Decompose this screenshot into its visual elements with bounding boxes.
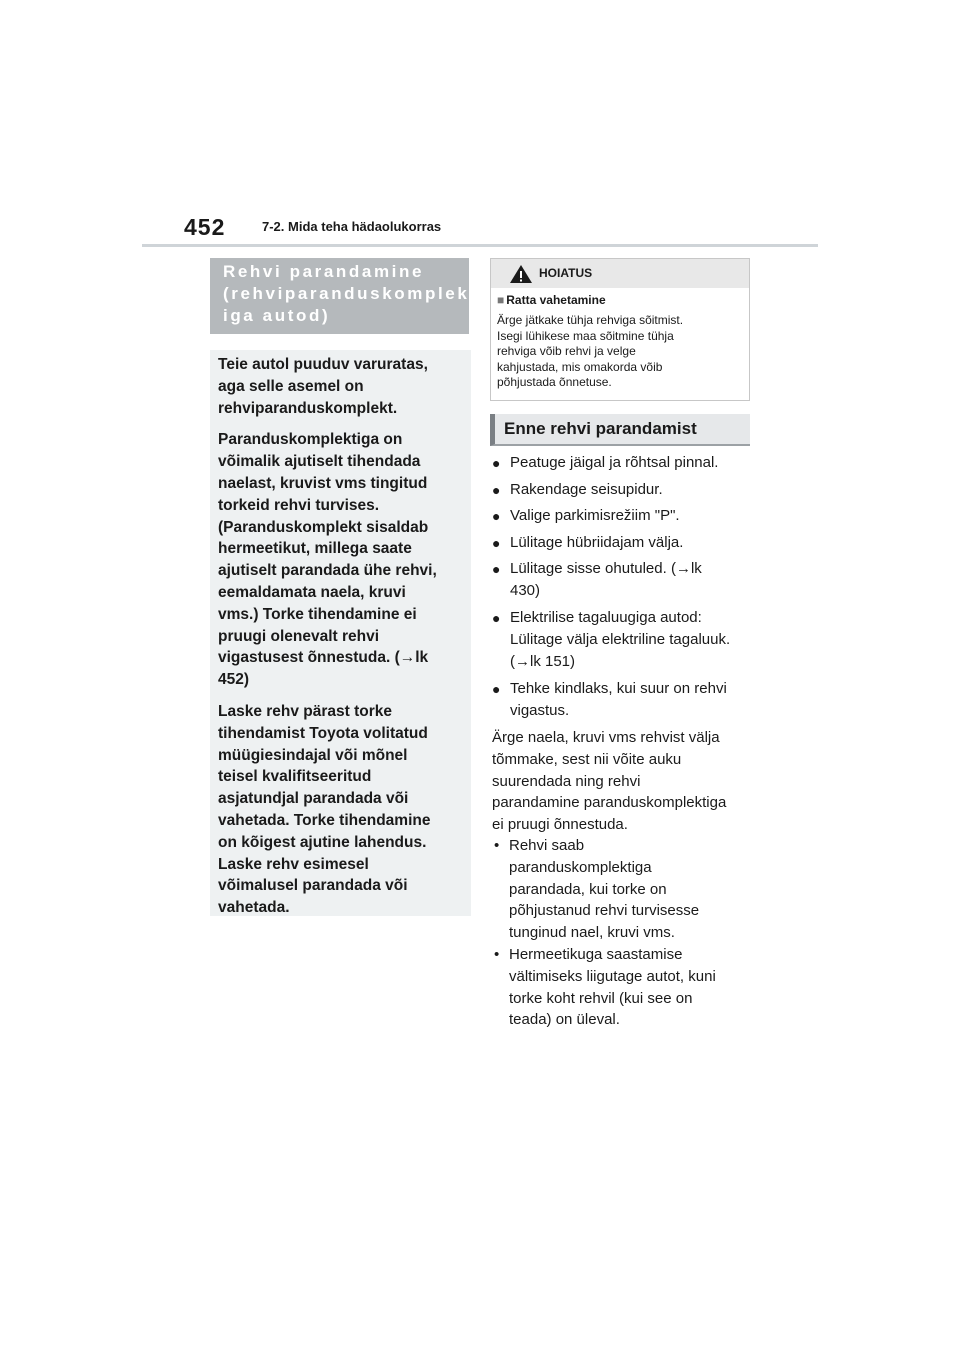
list-item <box>492 452 754 474</box>
sub-list-item-text: Rehvi saab paranduskomplektiga parandada, kui torke on põhjustanud rehvi turvisesse tunginud nael, kruvi vms. <box>509 837 700 942</box>
bullet-icon: ● <box>492 680 501 697</box>
square-bullet-icon: ■ <box>497 293 505 307</box>
bullet-list <box>492 452 754 726</box>
bullet-icon: ● <box>492 561 501 578</box>
left-section-heading-box <box>210 258 478 334</box>
left-paragraph: Laske rehv pärast torke tihendamist Toyota volitatud müügiesindajal või mõnel teisel kvalifitseeritud asjatundjal parandada või vahetada. Torke tihendamine on kõigest ajutine lahendus. Laske rehv esimesel võimalusel parandada või vahetada. <box>218 702 431 917</box>
warning-subtitle <box>497 293 606 307</box>
dot-bullet-icon: • <box>494 945 500 963</box>
sub-list-item-text: Hermeetikuga saastamise vältimiseks liigutage autot, kuni torke koht rehvil (kui see on teada) on üleval. <box>509 945 716 1029</box>
dot-bullet-icon: • <box>494 837 500 854</box>
sub-list-item <box>492 835 754 944</box>
section-title: 7-2. Mida teha hädaolukorras <box>262 219 442 234</box>
list-item <box>492 558 754 602</box>
warning-label: HOIATUS <box>539 266 593 280</box>
warning-box <box>490 258 750 401</box>
body-paragraph: Ärge naela, kruvi vms rehvist välja tõmmake, sest nii võite auku suurendada ning rehvi parandamine paranduskomplektiga ei pruugi õnnestuda. <box>492 729 727 834</box>
list-item <box>492 607 754 673</box>
warning-header <box>491 259 749 288</box>
list-item <box>492 479 754 501</box>
list-item-text: Valige parkimisrežiim "P". <box>510 507 680 525</box>
bullet-icon: ● <box>492 609 501 626</box>
list-item-text: Lülitage hübriidajam välja. <box>510 533 684 551</box>
list-item-text: Peatuge jäigal ja rõhtsal pinnal. <box>510 454 719 471</box>
warning-triangle-icon <box>509 264 533 284</box>
list-item-text: Rakendage seisupidur. <box>510 480 663 498</box>
list-item <box>492 678 754 722</box>
list-item-text: Lülitage sisse ohutuled. (→lk 430) <box>510 560 702 600</box>
list-item <box>492 532 754 554</box>
bullet-icon: ● <box>492 508 501 525</box>
list-item-text: Elektrilise tagaluugiga autod: Lülitage välja elektriline tagaluuk. (→lk 151) <box>510 608 731 670</box>
bullet-icon: ● <box>492 481 501 498</box>
left-paragraph: Teie autol puuduv varuratas, aga selle asemel on rehviparanduskomplekt. <box>218 356 428 417</box>
bullet-icon: ● <box>492 534 501 551</box>
list-item <box>492 505 754 527</box>
sub-list-item <box>492 944 754 1031</box>
left-paragraph: Paranduskomplektiga on võimalik ajutiselt tihendada naelast, kruvist vms tingitud torkeid rehvi turvises. (Paranduskomplekt sisaldab hermeetikut, millega saate ajutiselt parandada ühe rehvi, eemaldamata naela, kruvi vms.) Torke tihendamine ei pruugi olenevalt rehvi vigastusest õnnestuda. (→lk 452) <box>218 431 437 689</box>
warning-subtitle-text: Ratta vahetamine <box>506 293 606 307</box>
left-section-body <box>210 350 471 916</box>
subsection-heading-box <box>490 414 750 446</box>
left-section-heading: Rehvi parandamine (rehviparanduskomplekt iga autod) <box>223 262 478 325</box>
sub-list <box>492 835 754 1031</box>
warning-text: Ärge jätkake tühja rehviga sõitmist. Isegi lühikese maa sõitmine tühja rehviga võib rehvi ja velge kahjustada, mis omakorda võib põhjustada õnnetuse. <box>497 313 684 389</box>
bullet-icon: ● <box>492 455 501 471</box>
list-item-text: Tehke kindlaks, kui suur on rehvi vigastus. <box>510 679 727 719</box>
subsection-heading: Enne rehvi parandamist <box>504 419 697 438</box>
header-divider <box>142 244 818 247</box>
page-number: 452 <box>184 214 226 240</box>
